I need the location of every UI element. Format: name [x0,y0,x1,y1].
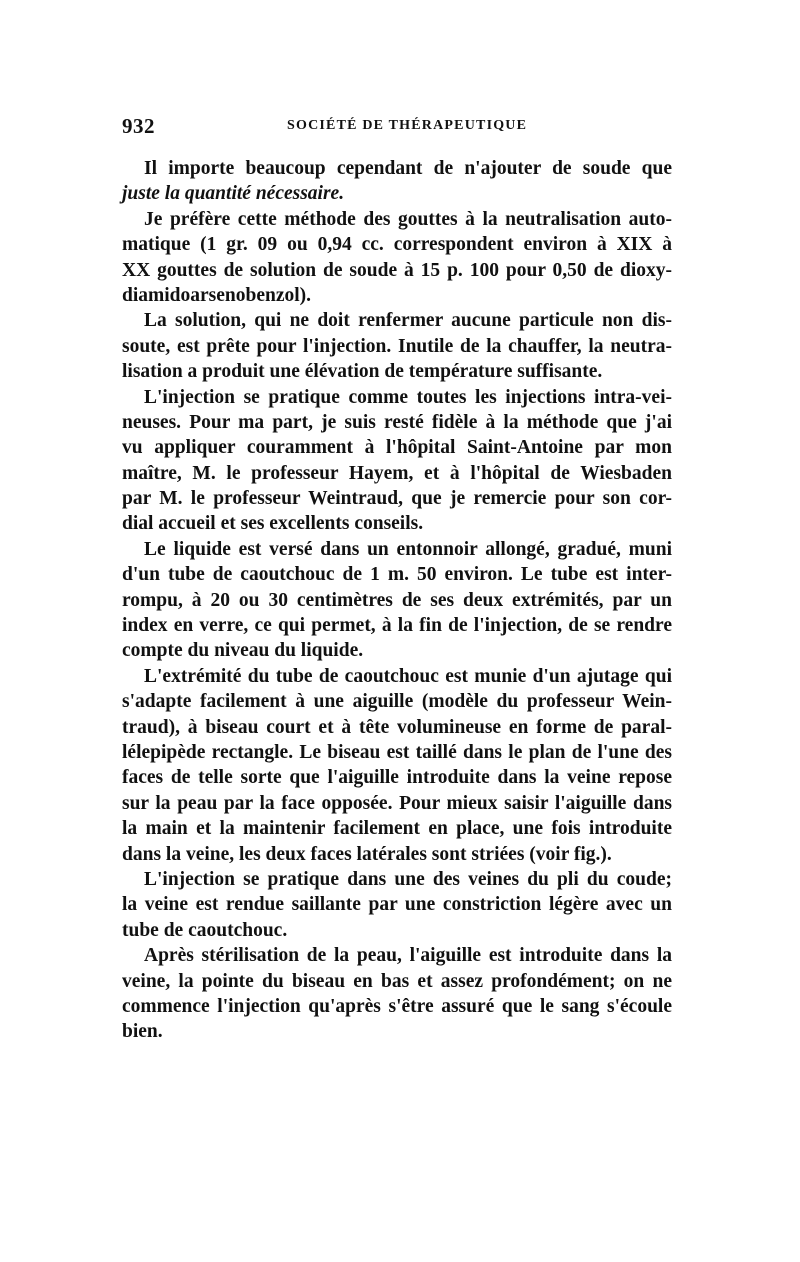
text-line: veine, la pointe du biseau en bas et assez profondément; on ne [122,970,672,992]
text-line: sur la peau par la face opposée. Pour mieux saisir l'aiguille dans [122,792,672,814]
text-line: L'injection se pratique comme toutes les injections intra-vei- [144,386,672,408]
text-line: la main et la maintenir facilement en place, une fois introduite [122,818,672,840]
text-line: faces de telle sorte que l'aiguille introduite dans la veine repose [122,767,672,789]
text-line: soute, est prête pour l'injection. Inutile de la chauffer, la neutra- [122,335,672,357]
text-line: d'un tube de caoutchouc de 1 m. 50 environ. Le tube est inter- [122,564,672,586]
text-line: rompu, à 20 ou 30 centimètres de ses deux extrémités, par un [122,589,672,611]
text-line: tube de caoutchouc. [122,919,288,941]
text-line: bien. [122,1021,163,1043]
text-line: par M. le professeur Weintraud, que je remercie pour son cor- [122,488,672,510]
text-line: L'injection se pratique dans une des veines du pli du coude; [144,868,672,890]
text-line: Le liquide est versé dans un entonnoir allongé, gradué, muni [144,538,672,560]
text-line: s'adapte facilement à une aiguille (modèle du professeur Wein- [122,691,672,713]
text-line: juste la quantité nécessaire. [122,183,345,205]
text-line: L'extrémité du tube de caoutchouc est munie d'un ajutage qui [144,665,672,687]
text-line: la veine est rendue saillante par une constriction légère avec un [122,894,672,916]
text-line: lélepipède rectangle. Le biseau est taillé dans le plan de l'une des [122,741,672,763]
text-line: index en verre, ce qui permet, à la fin de l'injection, de se rendre [122,615,672,637]
text-line: neuses. Pour ma part, je suis resté fidèle à la méthode que j'ai [122,411,672,433]
text-line: traud), à biseau court et à tête volumineuse en forme de paral- [122,716,672,738]
text-line: Après stérilisation de la peau, l'aiguille est introduite dans la [144,945,672,967]
text-line: lisation a produit une élévation de température suffisante. [122,361,603,383]
body-text [122,156,672,1045]
text-line: dial accueil et ses excellents conseils. [122,513,424,535]
text-line: commence l'injection qu'après s'être assuré que le sang s'écoule [122,995,672,1017]
text-line: compte du niveau du liquide. [122,640,364,662]
text-line: matique (1 gr. 09 ou 0,94 cc. correspondent environ à XIX à [122,234,672,256]
text-line: Il importe beaucoup cependant de n'ajouter de soude que [144,158,672,179]
text-line: La solution, qui ne doit renfermer aucune particule non dis- [144,310,672,332]
text-line: dans la veine, les deux faces latérales sont striées (voir fig.). [122,843,612,865]
text-line: Je préfère cette méthode des gouttes à la neutralisation auto- [144,208,672,230]
text-line: diamidoarsenobenzol). [122,284,312,306]
text-line: XX gouttes de solution de soude à 15 p. 100 pour 0,50 de dioxy- [122,259,672,281]
text-line: vu appliquer couramment à l'hôpital Saint-Antoine par mon [122,437,672,459]
running-head: SOCIÉTÉ DE THÉRAPEUTIQUE [287,118,528,133]
page-header [122,114,672,144]
page-number: 932 [122,114,155,138]
text-line: maître, M. le professeur Hayem, et à l'hôpital de Wiesbaden [122,462,672,484]
